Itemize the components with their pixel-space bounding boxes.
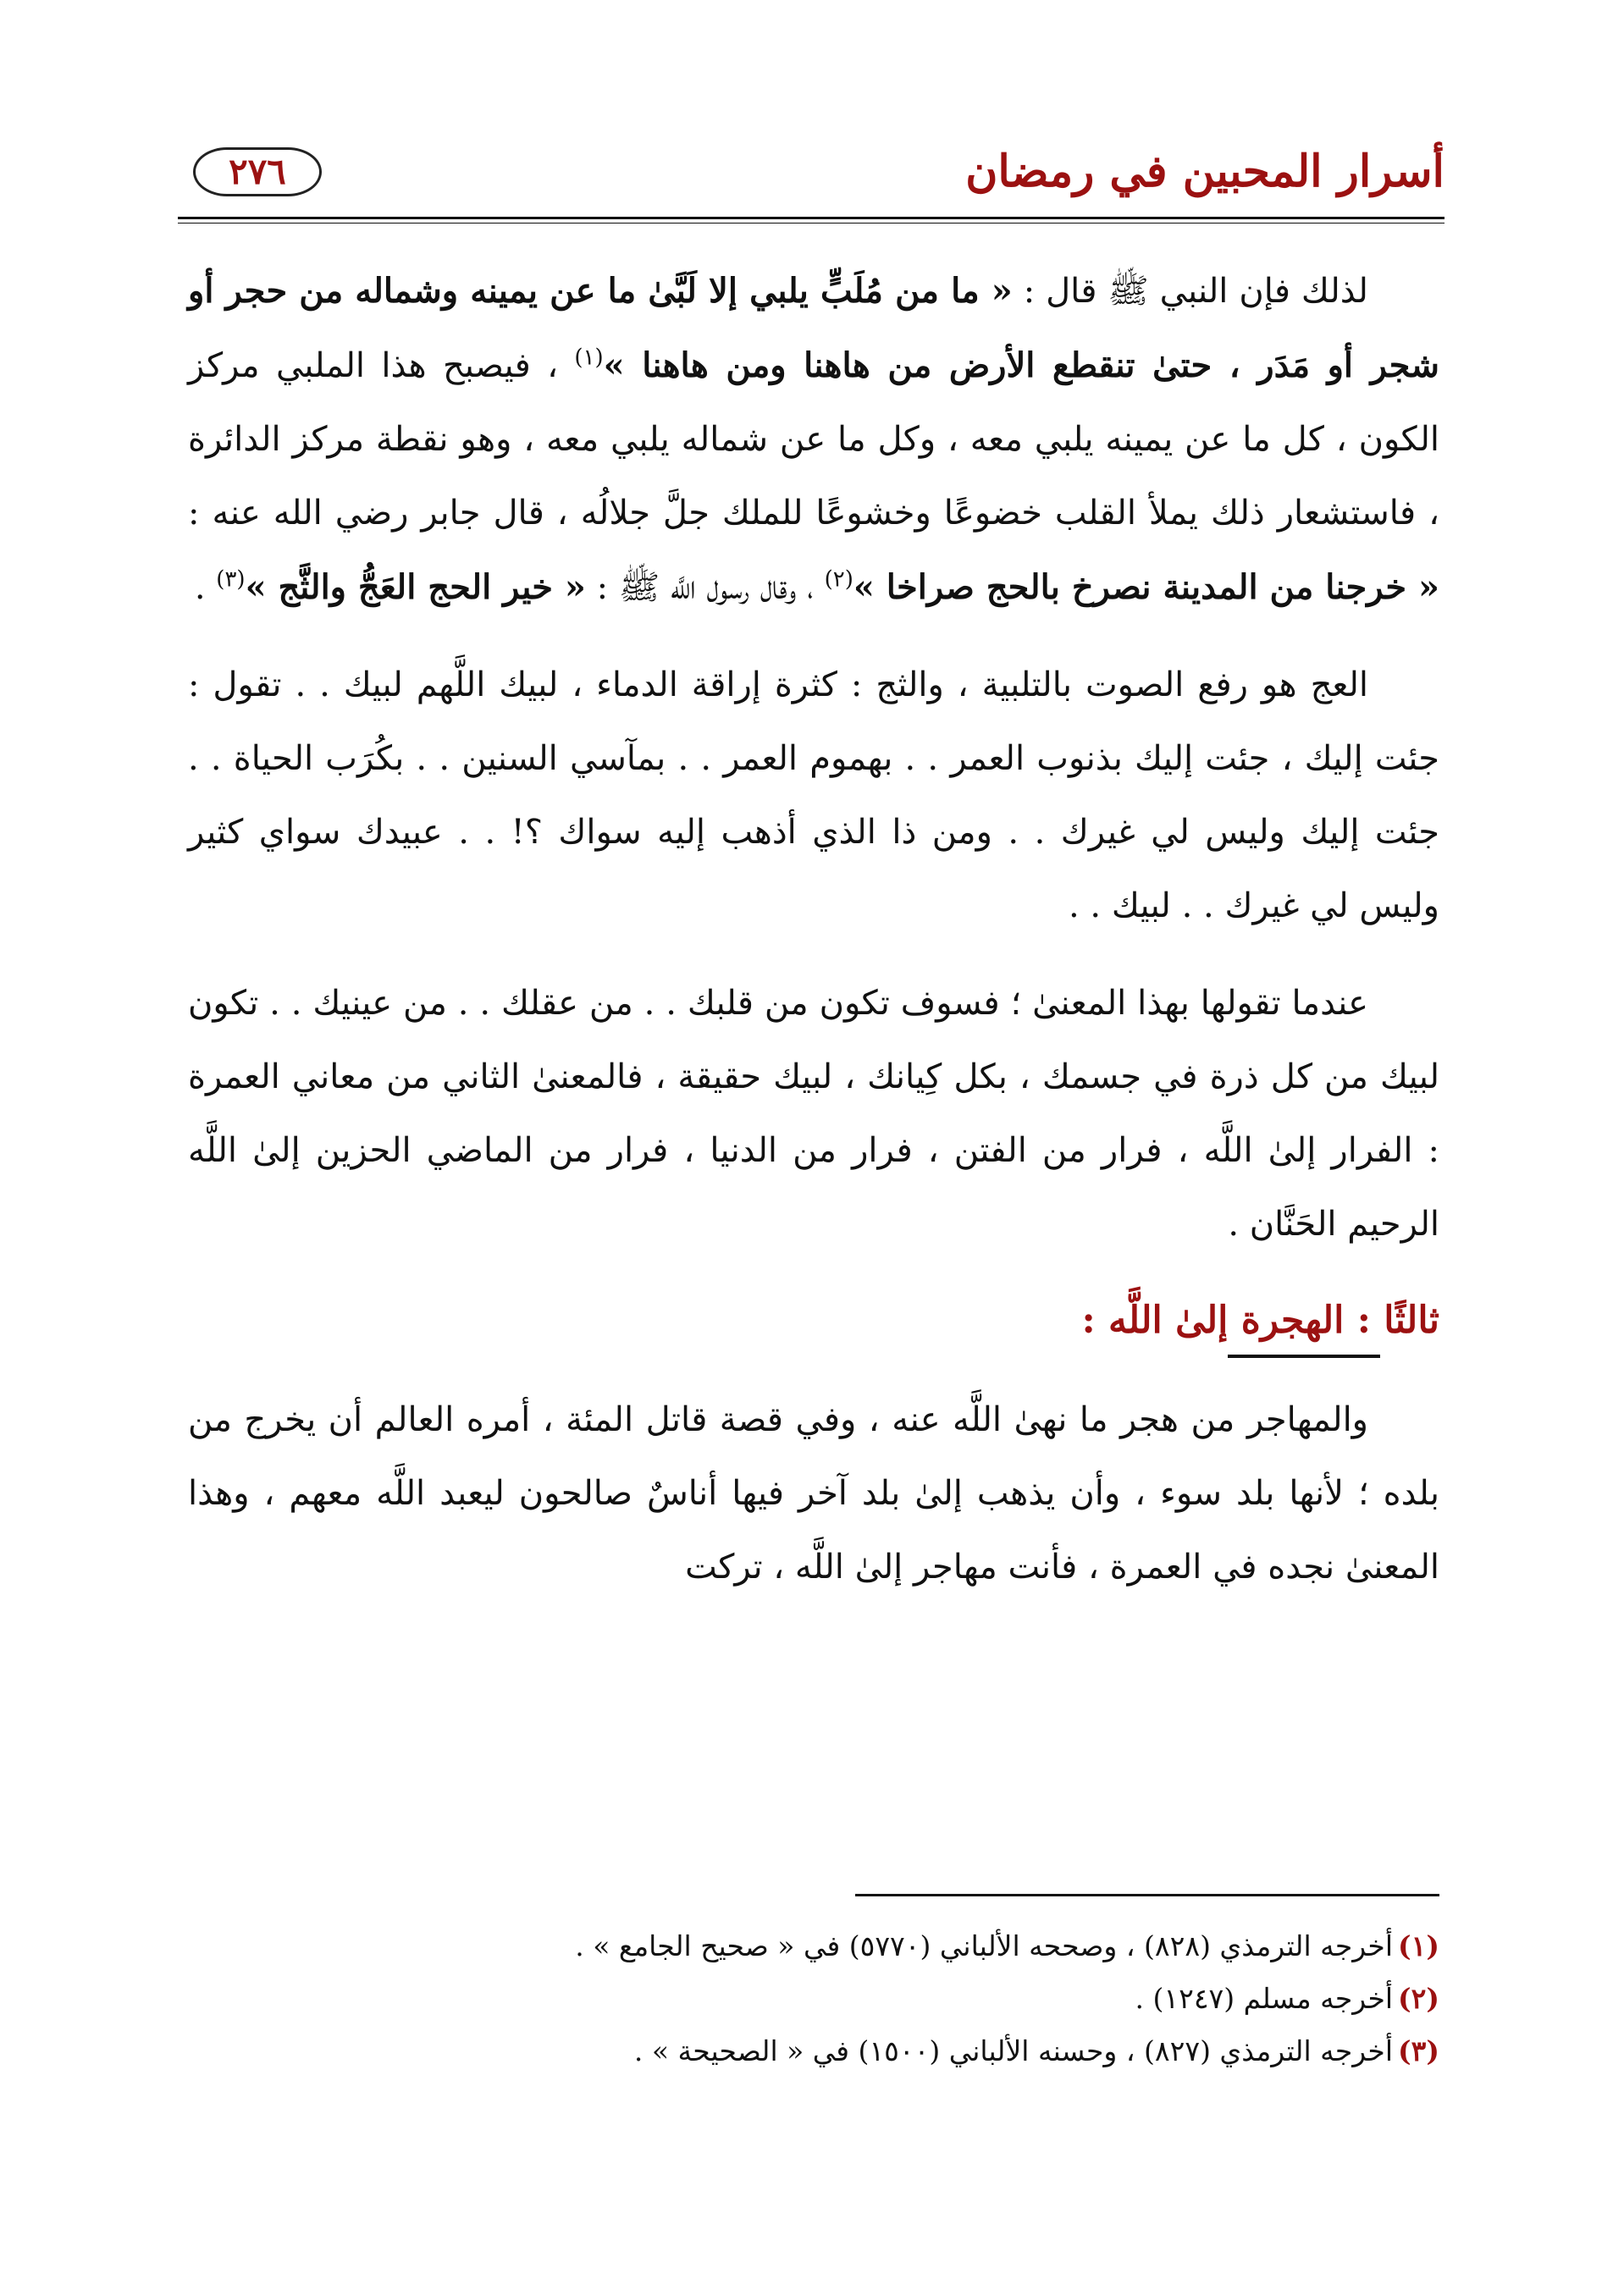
footnote-ref-3[interactable]: (٣) [216, 566, 246, 593]
section-heading: ثالثًا : الهجرة إلىٰ اللَّه : [1081, 1299, 1439, 1342]
heading-underline [1228, 1355, 1380, 1358]
paragraph-1 [188, 254, 1439, 625]
hadith-quote: « ما من مُلَبٍّ يلبي إلا لَبَّىٰ ما عن يمينه وشماله من حجر أو شجر أو مَدَر ، حتىٰ تنقطع الأرض من هاهنا ومن هاهنا » [188, 271, 1439, 385]
footnote-1 [188, 1920, 1439, 1973]
text-run: لذلك فإن النبي ﷺ قال : [1012, 272, 1368, 311]
footnote-text: أخرجه الترمذي (٨٢٧) ، وحسنه الألباني (١٥٠٠) في « الصحيحة » . [633, 2034, 1394, 2067]
footnote-2 [188, 1973, 1439, 2025]
footnote-text: أخرجه مسلم (١٢٤٧) . [1135, 1982, 1394, 2015]
main-text [188, 254, 1439, 1628]
footnote-ref-1[interactable]: (١) [574, 345, 604, 371]
paragraph-4: والمهاجر من هجر ما نهىٰ اللَّه عنه ، وفي قصة قاتل المئة ، أمره العالم أن يخرج من بلده ؛ لأنها بلد سوء ، وأن يذهب إلىٰ بلد آخر فيها أناسٌ صالحون ليعبد اللَّه معهم ، وهذا المعنىٰ نجده في العمرة ، فأنت مهاجر إلىٰ اللَّه ، تركت [188, 1400, 1439, 1587]
book-title: أسرار المحبين في رمضان [965, 146, 1444, 197]
footnote-3 [188, 2025, 1439, 2078]
text-run: ، فيصبح هذا الملبي مركز الكون ، كل ما عن يمينه يلبي معه ، وكل ما عن شماله يلبي معه ، وهو نقطة مركز الدائرة ، فاستشعار ذلك يملأ القلب خضوعًا وخشوعًا للملك جلَّ جلالُه ، قال جابر رضي الله عنه : [188, 346, 1439, 533]
footnote-number: (١) [1398, 1929, 1439, 1962]
footnote-number: (٢) [1398, 1982, 1439, 2015]
footnote-text: أخرجه الترمذي (٨٢٨) ، وصححه الألباني (٥٧٧٠) في « صحيح الجامع » . [575, 1929, 1394, 1962]
hadith-quote: « خرجنا من المدينة نصرخ بالحج صراخا » [853, 567, 1439, 607]
page-number-badge: ٢٧٦ [193, 147, 322, 196]
footnote-number: (٣) [1398, 2034, 1439, 2067]
footnote-divider [855, 1894, 1439, 1896]
paragraph-3: عندما تقولها بهذا المعنىٰ ؛ فسوف تكون من قلبك . . من عقلك . . من عينيك . . تكون لبيك من كل ذرة في جسمك ، بكل كِيانك ، لبيك حقيقة ، فالمعنىٰ الثاني من معاني العمرة : الفرار إلىٰ اللَّه ، فرار من الفتن ، فرار من الدنيا ، فرار من الماضي الحزين إلىٰ اللَّه الرحيم الحَنَّان . [188, 984, 1439, 1244]
hadith-quote: « خير الحج العَجُّ والثَّج » [245, 567, 586, 607]
text-run: . [194, 568, 217, 607]
footnote-ref-2[interactable]: (٢) [824, 566, 853, 593]
header-divider [178, 217, 1444, 224]
page-header [178, 135, 1444, 212]
footnotes [188, 1920, 1439, 2078]
paragraph-2: العج هو رفع الصوت بالتلبية ، والثج : كثرة إراقة الدماء ، لبيك اللَّهم لبيك . . تقول : جئت إليك ، جئت إليك بذنوب العمر . . بهموم العمر . . بمآسي السنين . . بكُرَب الحياة . . جئت إليك وليس لي غيرك . . ومن ذا الذي أذهب إليه سواك ؟! . . عبيدك سواي كثير وليس لي غيرك . . لبيك . . [188, 665, 1439, 925]
text-run: ، وقال رسول اللَّه ﷺ : [585, 568, 825, 607]
